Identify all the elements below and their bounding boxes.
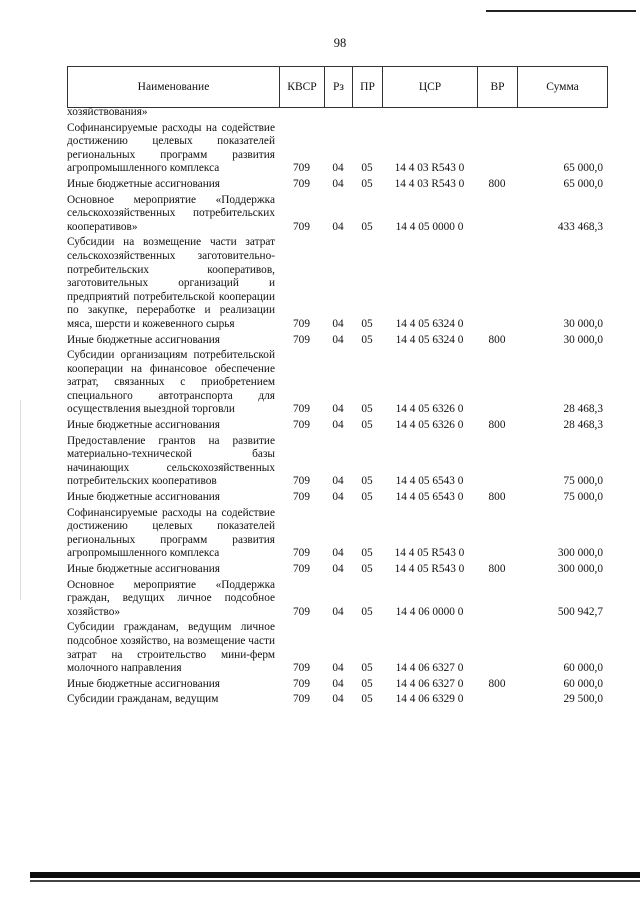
cell-sum: 30 000,0 [563, 333, 603, 346]
cell-sum: 433 468,3 [557, 220, 603, 233]
cell-pr: 05 [361, 693, 373, 706]
table-row [67, 621, 607, 675]
cell-name: Субсидии на возмещение части затрат сельскохозяйственных заготовительно-потребительских кооперативов, заготовительных организаций и предприятий потребительской кооперации по закупке, переработке и реализации мяса, шерсти и кожевенного сырья [67, 236, 275, 330]
cell-sum: 75 000,0 [563, 491, 603, 504]
cell-sum: 65 000,0 [563, 162, 603, 175]
cell-name: хозяйствования» [67, 106, 148, 118]
cell-kvsr: 709 [293, 491, 310, 504]
cell-rz: 04 [332, 693, 344, 706]
cell-csr: 14 4 03 R543 0 [394, 162, 465, 175]
cell-pr: 05 [361, 419, 373, 432]
cell-csr: 14 4 05 6326 0 [395, 403, 464, 416]
cell-rz [324, 106, 352, 120]
cell-csr: 14 4 05 6326 0 [395, 419, 464, 432]
row-gap [67, 707, 607, 709]
cell-csr: 14 4 06 0000 0 [395, 605, 464, 618]
cell-rz: 04 [332, 162, 344, 175]
cell-name: Иные бюджетные ассигнования [67, 677, 220, 690]
cell-kvsr: 709 [293, 662, 310, 675]
cell-rz: 04 [332, 475, 344, 488]
cell-name: Предоставление грантов на развитие материально-технической базы начинающих сельскохозяйственных потребительских кооперативов [67, 434, 275, 488]
header-sum: Сумма [518, 67, 608, 108]
cell-csr: 14 4 05 6543 0 [395, 491, 464, 504]
table-row [67, 349, 607, 417]
cell-csr: 14 4 06 6327 0 [395, 662, 464, 675]
cell-kvsr: 709 [293, 333, 310, 346]
budget-table-body [67, 106, 607, 709]
cell-csr: 14 4 05 R543 0 [394, 563, 465, 575]
cell-vr [477, 621, 517, 675]
bottom-border [30, 872, 640, 878]
table-row [67, 579, 607, 620]
table-row [67, 122, 607, 176]
table-row [67, 236, 607, 331]
cell-vr [477, 435, 517, 489]
header-name: Наименование [68, 67, 280, 108]
cell-sum: 29 500,0 [563, 693, 603, 706]
cell-csr [382, 106, 477, 120]
cell-vr [477, 507, 517, 561]
cell-csr: 14 4 05 R543 0 [394, 547, 465, 560]
cell-csr: 14 4 05 0000 0 [395, 220, 464, 233]
cell-kvsr: 709 [293, 403, 310, 416]
cell-name: Субсидии гражданам, ведущим [67, 693, 219, 706]
cell-rz: 04 [332, 563, 344, 575]
top-rule [486, 10, 636, 12]
cell-name: Софинансируемые расходы на содействие достижению целевых показателей региональных программ развития агропромышленного комплекса [67, 506, 275, 560]
cell-pr: 05 [361, 177, 373, 190]
cell-rz: 04 [332, 662, 344, 675]
cell-sum: 75 000,0 [563, 475, 603, 488]
table-row [67, 563, 607, 577]
cell-rz: 04 [332, 177, 344, 190]
cell-name: Основное мероприятие «Поддержка сельскохозяйственных потребительских кооперативов» [67, 193, 275, 233]
cell-pr: 05 [361, 563, 373, 575]
cell-csr: 14 4 05 6324 0 [395, 317, 464, 330]
cell-name: Субсидии гражданам, ведущим личное подсобное хозяйство, на возмещение части затрат на строительство мини-ферм молочного направления [67, 621, 275, 675]
cell-pr: 05 [361, 333, 373, 346]
cell-kvsr: 709 [293, 317, 310, 330]
table-header [67, 66, 608, 108]
row-gap-cell [67, 707, 607, 709]
cell-vr [477, 693, 517, 707]
cell-vr [477, 349, 517, 417]
cell-vr: 800 [488, 677, 506, 690]
cell-vr: 800 [488, 419, 506, 432]
cell-rz: 04 [332, 317, 344, 330]
cell-vr [477, 194, 517, 235]
cell-vr: 800 [488, 177, 506, 190]
cell-sum: 300 000,0 [557, 563, 603, 575]
table-row [67, 334, 607, 348]
header-vr: ВР [478, 67, 518, 108]
cell-rz: 04 [332, 547, 344, 560]
cell-vr [477, 236, 517, 331]
cell-rz: 04 [332, 605, 344, 618]
cell-sum: 30 000,0 [563, 317, 603, 330]
table-row [67, 178, 607, 192]
cell-vr [477, 122, 517, 176]
table-row [67, 106, 607, 120]
cell-rz: 04 [332, 491, 344, 504]
cell-pr: 05 [361, 162, 373, 175]
cell-kvsr: 709 [293, 162, 310, 175]
bottom-border-thin [30, 880, 640, 882]
cell-kvsr: 709 [293, 563, 310, 575]
cell-kvsr: 709 [293, 605, 310, 618]
table-row [67, 419, 607, 433]
cell-vr [477, 106, 517, 120]
cell-name: Иные бюджетные ассигнования [67, 563, 220, 575]
cell-sum: 300 000,0 [557, 547, 603, 560]
cell-vr [477, 579, 517, 620]
cell-pr: 05 [361, 317, 373, 330]
cell-pr: 05 [361, 220, 373, 233]
cell-kvsr: 709 [293, 547, 310, 560]
cell-rz: 04 [332, 220, 344, 233]
cell-sum: 28 468,3 [563, 419, 603, 432]
cell-name: Субсидии организациям потребительской кооперации на финансовое обеспечение затрат, связанных с приобретением специального автотранспорта для осуществления выездной торговли [67, 349, 275, 416]
cell-name: Иные бюджетные ассигнования [67, 491, 220, 504]
cell-rz: 04 [332, 333, 344, 346]
table-row [67, 693, 607, 707]
cell-name: Иные бюджетные ассигнования [67, 333, 220, 346]
cell-name: Основное мероприятие «Поддержка граждан, ведущих личное подсобное хозяйство» [67, 578, 275, 618]
cell-vr: 800 [488, 333, 506, 346]
cell-rz: 04 [332, 403, 344, 416]
cell-rz: 04 [332, 419, 344, 432]
cell-vr: 800 [488, 491, 506, 504]
header-rz: Рз [325, 67, 353, 108]
cell-pr: 05 [361, 677, 373, 690]
cell-kvsr [279, 106, 324, 120]
cell-kvsr: 709 [293, 677, 310, 690]
cell-sum: 500 942,7 [557, 605, 603, 618]
cell-kvsr: 709 [293, 419, 310, 432]
cell-pr [352, 106, 382, 120]
cell-pr: 05 [361, 403, 373, 416]
cell-name: Иные бюджетные ассигнования [67, 177, 220, 190]
header-pr: ПР [353, 67, 383, 108]
cell-kvsr: 709 [293, 693, 310, 706]
header-kvsr: КВСР [280, 67, 325, 108]
budget-table [67, 106, 607, 709]
cell-kvsr: 709 [293, 475, 310, 488]
cell-sum: 65 000,0 [563, 177, 603, 190]
cell-csr: 14 4 06 6329 0 [395, 693, 464, 706]
scan-edge-mark [20, 400, 21, 600]
cell-csr: 14 4 03 R543 0 [394, 177, 465, 190]
cell-name: Софинансируемые расходы на содействие достижению целевых показателей региональных программ развития агропромышленного комплекса [67, 121, 275, 175]
table-row [67, 507, 607, 561]
cell-sum [517, 106, 607, 120]
cell-sum: 28 468,3 [563, 403, 603, 416]
cell-csr: 14 4 06 6327 0 [395, 677, 464, 690]
cell-kvsr: 709 [293, 220, 310, 233]
header-csr: ЦСР [383, 67, 478, 108]
cell-rz: 04 [332, 677, 344, 690]
cell-kvsr: 709 [293, 177, 310, 190]
cell-csr: 14 4 05 6543 0 [395, 475, 464, 488]
table-row [67, 491, 607, 505]
table-row [67, 435, 607, 489]
cell-pr: 05 [361, 491, 373, 504]
page-number: 98 [333, 36, 347, 50]
cell-csr: 14 4 05 6324 0 [395, 333, 464, 346]
cell-pr: 05 [361, 605, 373, 618]
cell-pr: 05 [361, 662, 373, 675]
cell-name: Иные бюджетные ассигнования [67, 419, 220, 432]
cell-pr: 05 [361, 547, 373, 560]
cell-sum: 60 000,0 [563, 662, 603, 675]
cell-pr: 05 [361, 475, 373, 488]
cell-vr: 800 [488, 563, 506, 575]
cell-sum: 60 000,0 [563, 677, 603, 690]
table-row [67, 194, 607, 235]
table-row [67, 678, 607, 692]
